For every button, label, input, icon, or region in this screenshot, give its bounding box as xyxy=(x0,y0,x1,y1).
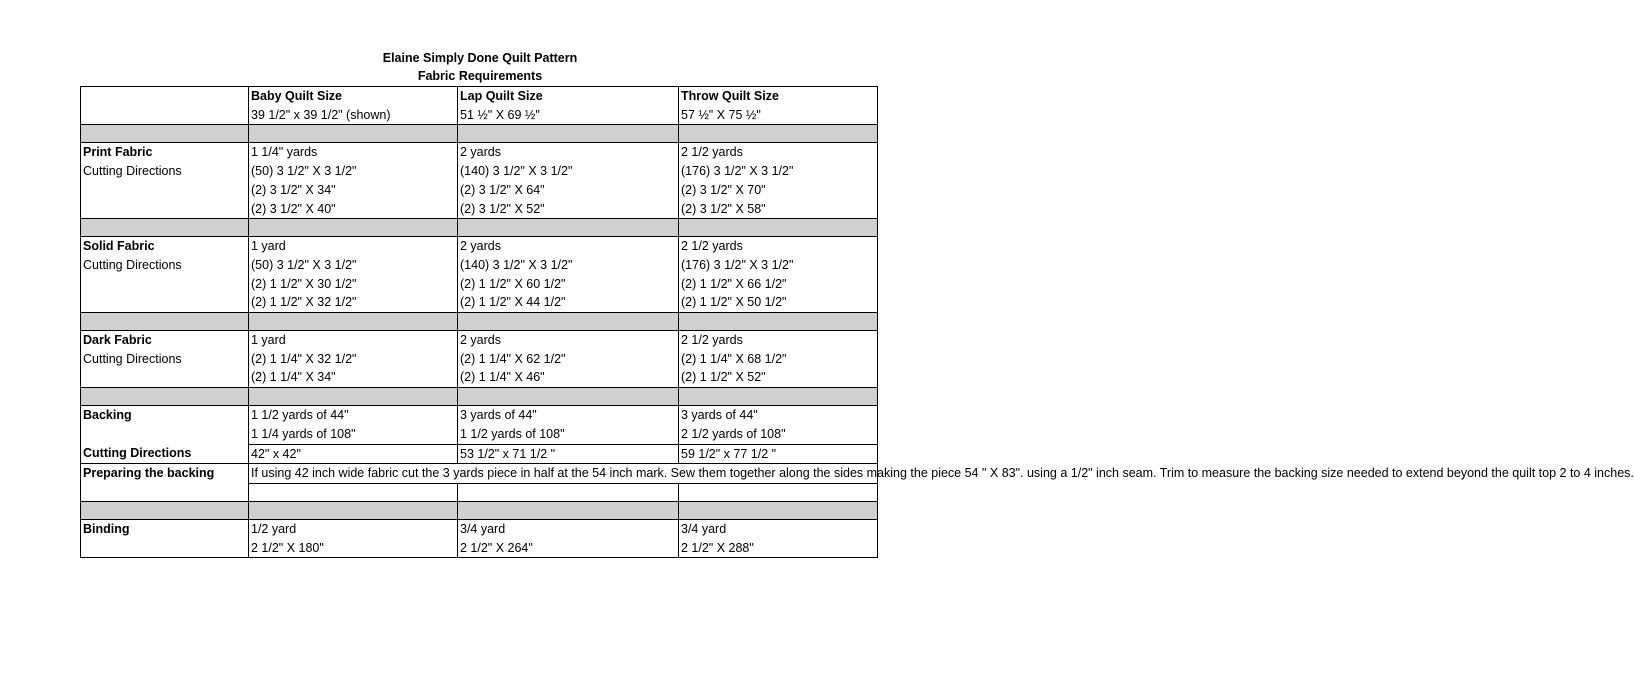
dark-lap-yardage: 2 yards xyxy=(458,331,679,350)
solid-lap-yardage: 2 yards xyxy=(458,237,679,256)
backing-baby-size: 42" x 42" xyxy=(249,444,458,464)
backing-108-row xyxy=(81,425,878,444)
dark-throw-yardage: 2 1/2 yards xyxy=(679,331,878,350)
print-fabric-label: Print Fabric xyxy=(81,143,249,162)
print-throw-yardage: 2 1/2 yards xyxy=(679,143,878,162)
dark-cut-row xyxy=(81,350,878,369)
dark-baby-cut: (2) 1 1/4" X 32 1/2" xyxy=(249,350,458,369)
solid-lap-cut: (2) 1 1/2" X 44 1/2" xyxy=(458,293,679,312)
solid-baby-yardage: 1 yard xyxy=(249,237,458,256)
dark-cutting-label: Cutting Directions xyxy=(81,350,249,369)
binding-row xyxy=(81,519,878,538)
binding-lap-strip: 2 1/2" X 264" xyxy=(458,539,679,558)
baby-size: 39 1/2" x 39 1/2" (shown) xyxy=(249,106,458,125)
solid-cut-row xyxy=(81,275,878,294)
dark-lap-cut: (2) 1 1/4" X 62 1/2" xyxy=(458,350,679,369)
solid-throw-yardage: 2 1/2 yards xyxy=(679,237,878,256)
solid-baby-cut: (2) 1 1/2" X 30 1/2" xyxy=(249,275,458,294)
solid-fabric-label: Solid Fabric xyxy=(81,237,249,256)
dark-fabric-label: Dark Fabric xyxy=(81,331,249,350)
dark-throw-cut: (2) 1 1/2" X 52" xyxy=(679,368,878,387)
lap-size: 51 ½" X 69 ½" xyxy=(458,106,679,125)
backing-row xyxy=(81,406,878,425)
backing-instructions: If using 42 inch wide fabric cut the 3 yards piece in half at the 54 inch mark. Sew them together along the sides making the piece 54 " X 83". using a 1/2" inch seam. Trim to measure the backing size needed to extend beyond the quilt top 2 to 4 inches. xyxy=(249,464,878,484)
binding-lap-yardage: 3/4 yard xyxy=(458,519,679,538)
backing-prep-row xyxy=(81,464,878,484)
print-throw-cut: (176) 3 1/2" X 3 1/2" xyxy=(679,162,878,181)
solid-baby-cut: (2) 1 1/2" X 32 1/2" xyxy=(249,293,458,312)
dark-cut-row xyxy=(81,368,878,387)
fabric-requirements-table xyxy=(80,86,1634,558)
backing-lap-44: 3 yards of 44" xyxy=(458,406,679,425)
binding-baby-strip: 2 1/2" X 180" xyxy=(249,539,458,558)
print-baby-yardage: 1 1/4" yards xyxy=(249,143,458,162)
backing-label: Backing xyxy=(81,406,249,425)
backing-lap-108: 1 1/2 yards of 108" xyxy=(458,425,679,444)
print-cut-row xyxy=(81,200,878,219)
separator-row xyxy=(81,125,878,143)
solid-baby-cut: (50) 3 1/2" X 3 1/2" xyxy=(249,256,458,275)
preparing-backing-label: Preparing the backing xyxy=(81,464,249,484)
print-cutting-label: Cutting Directions xyxy=(81,162,249,181)
backing-throw-108: 2 1/2 yards of 108" xyxy=(679,425,878,444)
blank-row xyxy=(81,483,878,501)
backing-throw-44: 3 yards of 44" xyxy=(679,406,878,425)
backing-throw-size: 59 1/2" x 77 1/2 " xyxy=(679,444,878,464)
binding-strip-row xyxy=(81,539,878,558)
header-blank-cell xyxy=(81,87,249,125)
throw-size: 57 ½" X 75 ½" xyxy=(679,106,878,125)
binding-label: Binding xyxy=(81,519,249,538)
binding-throw-strip: 2 1/2" X 288" xyxy=(679,539,878,558)
solid-cut-row xyxy=(81,256,878,275)
binding-baby-yardage: 1/2 yard xyxy=(249,519,458,538)
solid-throw-cut: (2) 1 1/2" X 66 1/2" xyxy=(679,275,878,294)
solid-throw-cut: (176) 3 1/2" X 3 1/2" xyxy=(679,256,878,275)
print-cut-row xyxy=(81,181,878,200)
throw-header: Throw Quilt Size xyxy=(679,87,878,106)
backing-baby-44: 1 1/2 yards of 44" xyxy=(249,406,458,425)
baby-header: Baby Quilt Size xyxy=(249,87,458,106)
dark-baby-cut: (2) 1 1/4" X 34" xyxy=(249,368,458,387)
solid-throw-cut: (2) 1 1/2" X 50 1/2" xyxy=(679,293,878,312)
print-baby-cut: (50) 3 1/2" X 3 1/2" xyxy=(249,162,458,181)
print-lap-yardage: 2 yards xyxy=(458,143,679,162)
solid-cutting-label: Cutting Directions xyxy=(81,256,249,275)
print-lap-cut: (2) 3 1/2" X 64" xyxy=(458,181,679,200)
print-baby-cut: (2) 3 1/2" X 40" xyxy=(249,200,458,219)
print-throw-cut: (2) 3 1/2" X 70" xyxy=(679,181,878,200)
page-title: Elaine Simply Done Quilt Pattern xyxy=(382,51,578,65)
binding-throw-yardage: 3/4 yard xyxy=(679,519,878,538)
dark-baby-yardage: 1 yard xyxy=(249,331,458,350)
print-baby-cut: (2) 3 1/2" X 34" xyxy=(249,181,458,200)
dark-throw-cut: (2) 1 1/4" X 68 1/2" xyxy=(679,350,878,369)
backing-cut-row xyxy=(81,444,878,464)
header-row xyxy=(81,87,878,106)
solid-lap-cut: (2) 1 1/2" X 60 1/2" xyxy=(458,275,679,294)
backing-lap-size: 53 1/2" x 71 1/2 " xyxy=(458,444,679,464)
solid-lap-cut: (140) 3 1/2" X 3 1/2" xyxy=(458,256,679,275)
separator-row xyxy=(81,313,878,331)
solid-cut-row xyxy=(81,293,878,312)
separator-row xyxy=(81,219,878,237)
dark-lap-cut: (2) 1 1/4" X 46" xyxy=(458,368,679,387)
print-lap-cut: (2) 3 1/2" X 52" xyxy=(458,200,679,219)
print-cut-row xyxy=(81,162,878,181)
print-lap-cut: (140) 3 1/2" X 3 1/2" xyxy=(458,162,679,181)
page-subtitle: Fabric Requirements xyxy=(417,69,543,83)
lap-header: Lap Quilt Size xyxy=(458,87,679,106)
backing-cutting-label: Cutting Directions xyxy=(81,444,249,464)
solid-fabric-row xyxy=(81,237,878,256)
dark-fabric-row xyxy=(81,331,878,350)
backing-baby-108: 1 1/4 yards of 108" xyxy=(249,425,458,444)
print-fabric-row xyxy=(81,143,878,162)
separator-row xyxy=(81,388,878,406)
separator-row xyxy=(81,501,878,519)
print-throw-cut: (2) 3 1/2" X 58" xyxy=(679,200,878,219)
